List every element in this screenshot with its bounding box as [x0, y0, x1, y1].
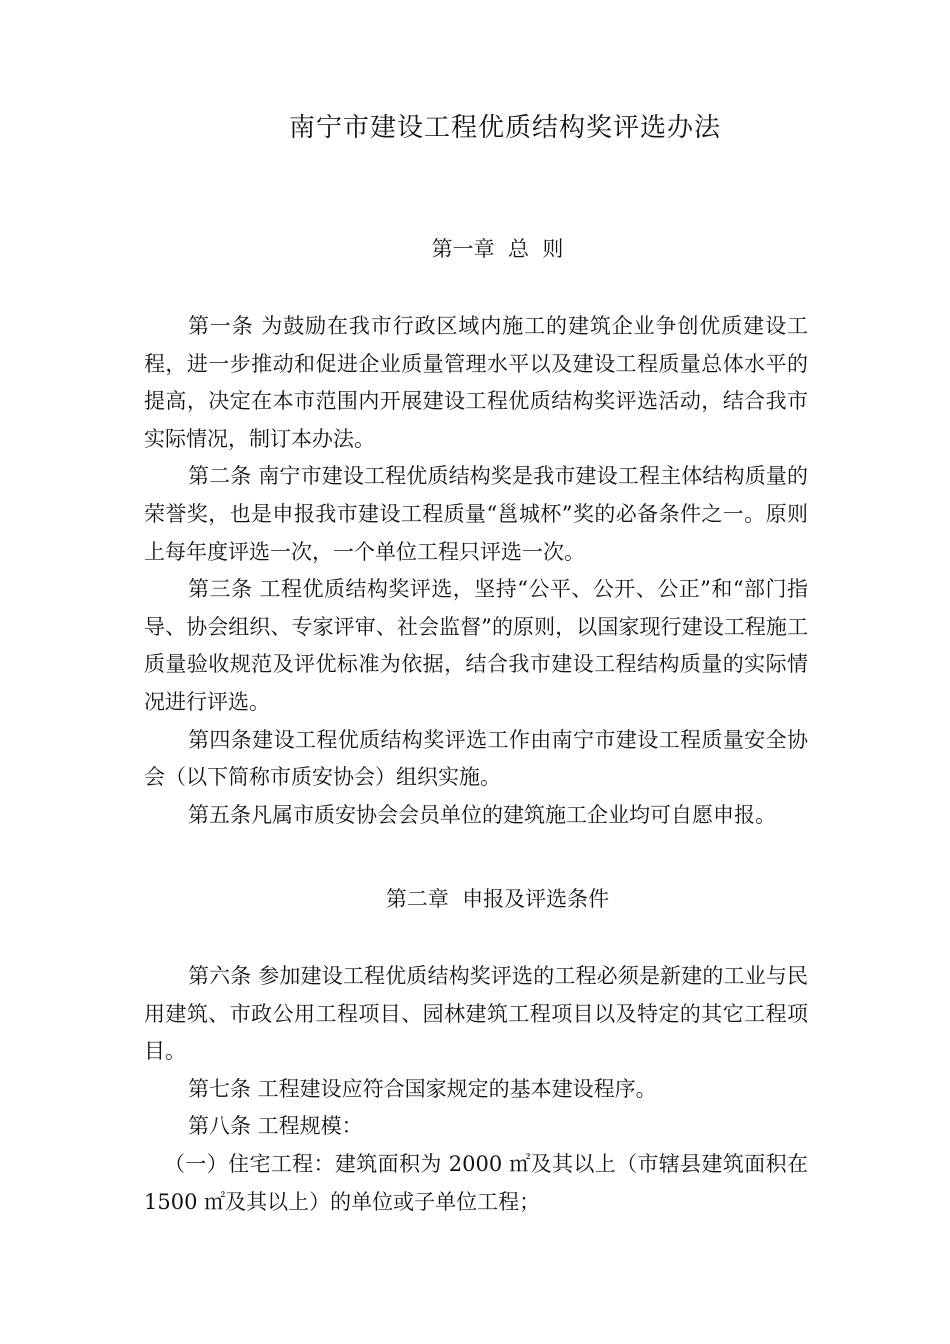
article-4: 第四条建设工程优质结构奖评选工作由南宁市建设工程质量安全协会（以下简称市质安协会）组织实施。	[144, 727, 808, 790]
chapter-1-body	[144, 308, 808, 834]
chapter-1-heading: 第一章 总 则	[431, 237, 564, 261]
article-8-item-1: （一）住宅工程：建筑面积为 2000 ㎡及其以上（市辖县建筑面积在 1500 ㎡及其以上）的单位或子单位工程；	[144, 1151, 808, 1214]
article-3: 第三条 工程优质结构奖评选，坚持“公平、公开、公正”和“部门指导、协会组织、专家评审、社会监督”的原则，以国家现行建设工程施工质量验收规范及评优标准为依据，结合我市建设工程结构质量的实际情况进行评选。	[144, 577, 808, 714]
article-2: 第二条 南宁市建设工程优质结构奖是我市建设工程主体结构质量的荣誉奖，也是申报我市建设工程质量“邕城杯”奖的必备条件之一。原则上每年度评选一次，一个单位工程只评选一次。	[144, 464, 808, 564]
article-8: 第八条 工程规模：	[188, 1114, 363, 1139]
document-title: 南宁市建设工程优质结构奖评选办法	[288, 113, 721, 143]
chapter-2-body	[144, 958, 808, 1221]
article-7: 第七条 工程建设应符合国家规定的基本建设程序。	[188, 1076, 657, 1101]
article-6: 第六条 参加建设工程优质结构奖评选的工程必须是新建的工业与民用建筑、市政公用工程项目、园林建筑工程项目以及特定的其它工程项目。	[144, 964, 808, 1064]
article-1: 第一条 为鼓励在我市行政区域内施工的建筑企业争创优质建设工程，进一步推动和促进企业质量管理水平以及建设工程质量总体水平的提高，决定在本市范围内开展建设工程优质结构奖评选活动，结合我市实际情况，制订本办法。	[144, 314, 808, 451]
article-5: 第五条凡属市质安协会会员单位的建筑施工企业均可自愿申报。	[188, 802, 776, 827]
chapter-2-heading: 第二章 申报及评选条件	[385, 887, 610, 911]
